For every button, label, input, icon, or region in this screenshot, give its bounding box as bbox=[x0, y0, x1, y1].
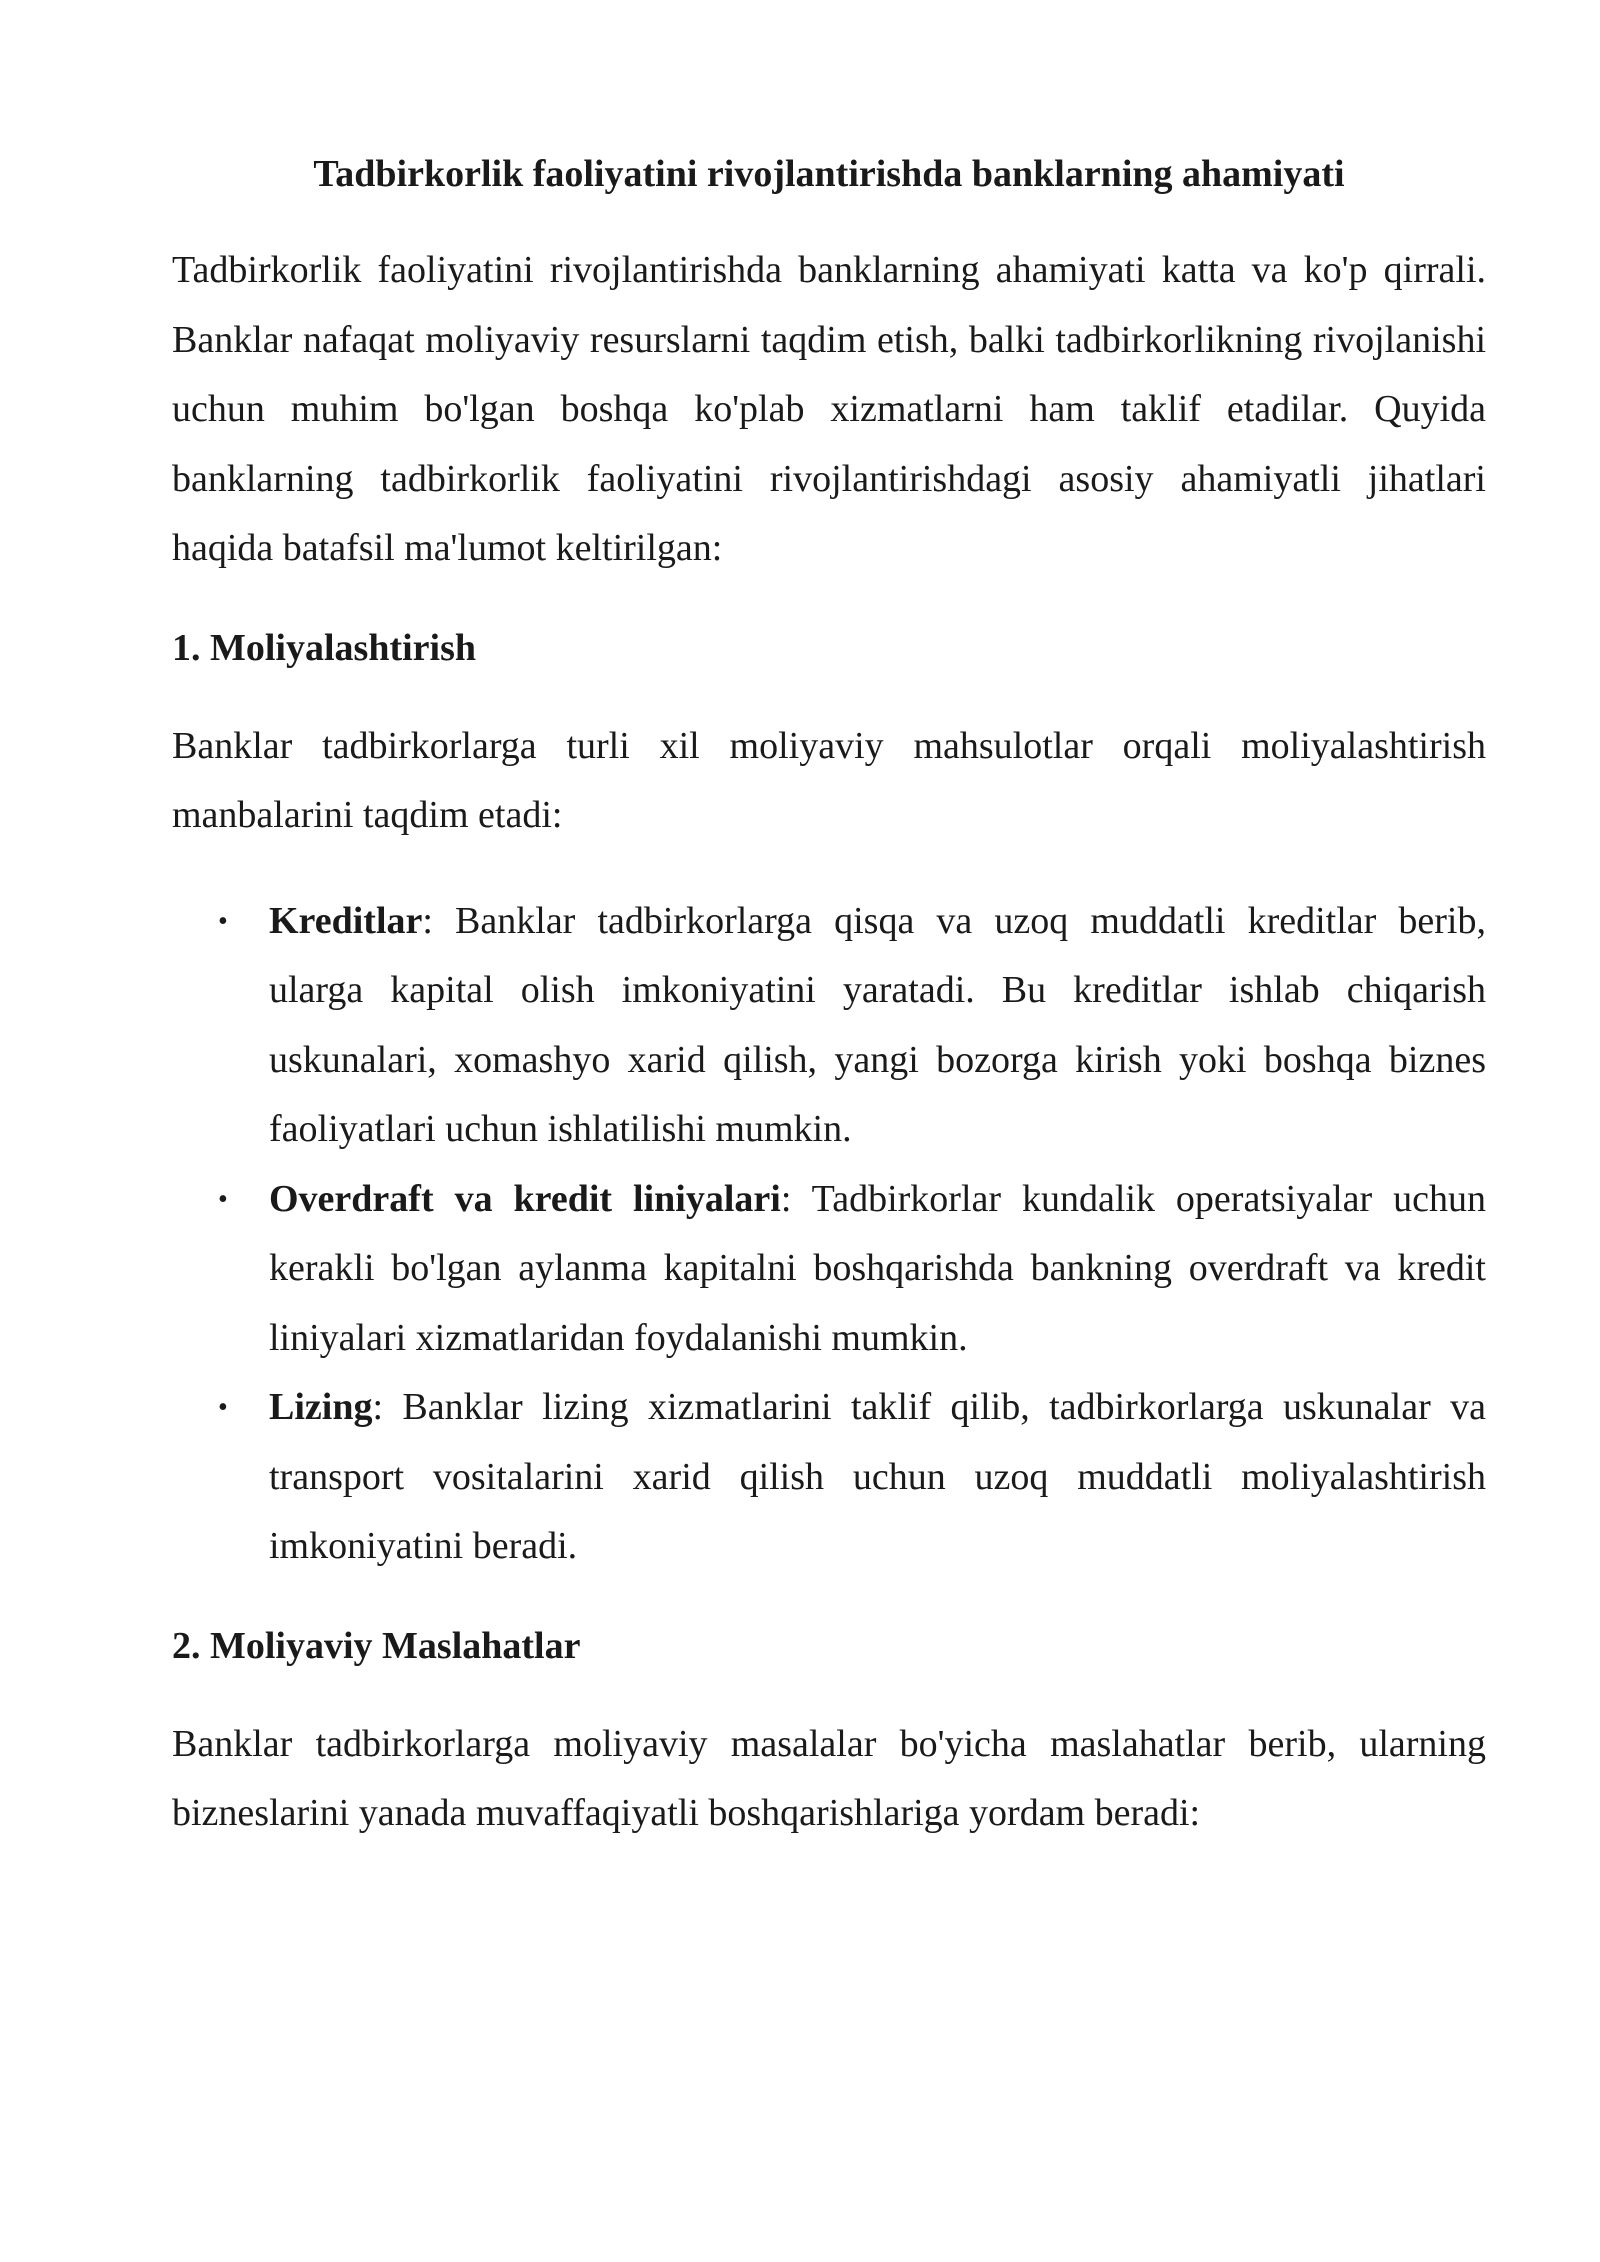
bullet-term: Kreditlar bbox=[269, 899, 423, 942]
list-item-lizing bbox=[172, 1373, 1486, 1582]
intro-paragraph: Tadbirkorlik faoliyatini rivojlantirishda banklarning ahamiyati katta va ko'p qirrali. Banklar nafaqat moliyaviy resurslarni taqdim etish, balki tadbirkorlikning rivojlanishi uchun muhim bo'lgan boshqa ko'plab xizmatlarni ham taklif etadilar. Quyida banklarning tadbirkorlik faoliyatini rivojlantirishdagi asosiy ahamiyatli jihatlari haqida batafsil ma'lumot keltirilgan: bbox=[172, 249, 1486, 569]
bullet-icon: • bbox=[218, 1392, 228, 1423]
bullet-term: Overdraft va kredit liniyalari bbox=[269, 1177, 781, 1220]
bullet-text: : Banklar lizing xizmatlarini taklif qilib, tadbirkorlarga uskunalar va transport vositalarini xarid qilish uchun uzoq muddatli moliyalashtirish imkoniyatini beradi. bbox=[269, 1386, 1486, 1567]
section-heading-moliyalashtirish: 1. Moliyalashtirish bbox=[172, 626, 477, 669]
bullet-term: Lizing bbox=[269, 1386, 373, 1428]
section-heading-moliyaviy-maslahatlar: 2. Moliyaviy Maslahatlar bbox=[172, 1624, 581, 1667]
bullet-icon: • bbox=[218, 1183, 228, 1215]
bullet-text: : Tadbirkorlar kundalik operatsiyalar uchun kerakli bo'lgan aylanma kapitalni boshqarishda bankning overdraft va kredit liniyalari xizmatlaridan foydalanishi mumkin. bbox=[269, 1177, 1486, 1359]
section-paragraph-moliyalashtirish: Banklar tadbirkorlarga turli xil moliyaviy mahsulotlar orqali moliyalashtirish manbalarini taqdim etadi: bbox=[172, 724, 1486, 836]
document-page bbox=[172, 146, 1486, 1849]
bullet-icon: • bbox=[218, 905, 228, 937]
bullet-list-financing bbox=[172, 887, 1486, 1582]
section-paragraph-moliyaviy-maslahatlar: Banklar tadbirkorlarga moliyaviy masalalar bo'yicha maslahatlar berib, ularning bizneslarini yanada muvaffaqiyatli boshqarishlariga yordam beradi: bbox=[172, 1722, 1486, 1834]
list-item-kreditlar bbox=[172, 887, 1486, 1165]
bullet-text: : Banklar tadbirkorlarga qisqa va uzoq muddatli kreditlar berib, ularga kapital olish imkoniyatini yaratadi. Bu kreditlar ishlab chiqarish uskunalari, xomashyo xarid qilish, yangi bozorga kirish yoki boshqa biznes faoliyatlari uchun ishlatilishi mumkin. bbox=[269, 899, 1486, 1150]
document-title: Tadbirkorlik faoliyatini rivojlantirishda banklarning ahamiyati bbox=[313, 153, 1345, 195]
list-item-overdraft bbox=[172, 1165, 1486, 1374]
